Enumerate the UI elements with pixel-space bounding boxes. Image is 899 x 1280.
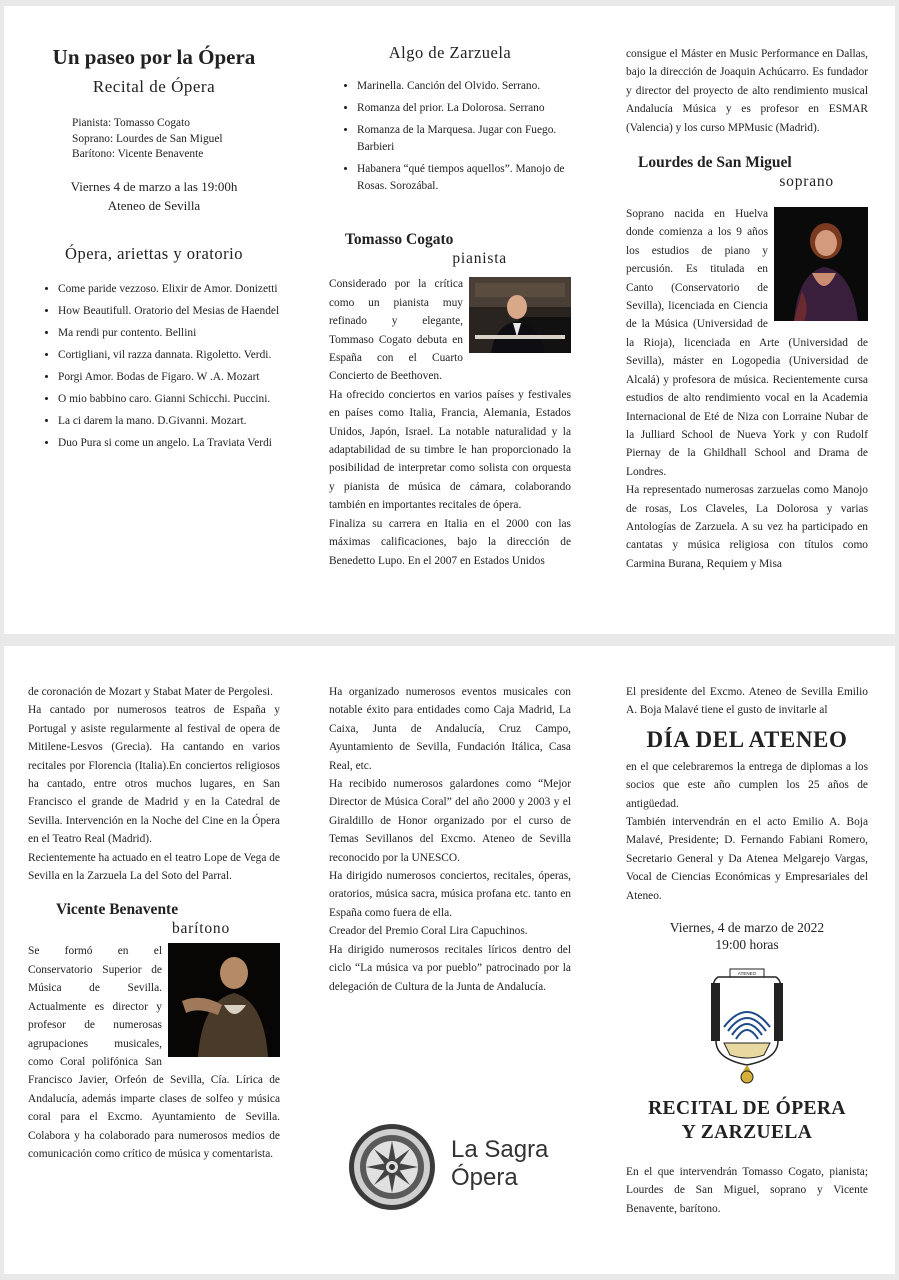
pianist-role: pianista [452,250,507,268]
recital-title-line-1: RECITAL DE ÓPERA [648,1098,846,1120]
list-item: • Come paride vezzoso. Elixir de Amor. Donizetti [58,281,280,298]
invitation-p1: en el que celebraremos la entrega de diplomas a los socios que este año cumplen los 25 años de antigüedad. [626,760,868,810]
page1-column-3 [626,6,868,573]
baritone-bio-p5: Creador del Premio Coral Lira Capuchinos. [329,925,528,938]
section-title-opera: Ópera, ariettas y oratorio [65,243,243,263]
la-sagra-opera-logo [347,1122,567,1214]
soprano-bio-continued-2: Ha cantado por numerosos teatros de España y Portugal y asiste regularmente al festival de opera de Mitilene-Lesvos (Grecia). Ha cantando en varios recitales por Florencia (Italia).En conciertos religiosos ha cantado, entre otros muchos lugares, en San Francisco el grande de Madrid y en la Catedral de Sevilla. Intervención en la Noche del Cine en la Ópera en el Teatro Real (Madrid). [28,704,280,846]
opera-program-list [28,281,280,452]
pianist-bio-p3: Finaliza su carrera en Italia en el 2000 con las máximas calificaciones, bajo la dirección de Benedetto Lupo. En el 2007 en Estados Unidos [329,517,571,567]
brochure-title: Un paseo por la Ópera [52,45,256,69]
pianist-bio-p2: Ha ofrecido conciertos en varios países y festivales en países como Italia, Francia, Alemania, Estados Unidos, Japón, Israel. La notable naturalidad y la adaptabilidad de su timbre le han proporcionado la posibilidad de interpretar como solista con orquesta y pianista de música de cámara, colaborando también en importantes recitales de ópera. [329,388,571,512]
page1-column-1 [28,6,280,457]
pianist-photo [469,277,571,353]
brochure-page-2 [4,646,895,1274]
baritone-bio [28,942,280,1163]
soprano-bio [626,205,868,573]
list-item: • Duo Pura si come un angelo. La Traviata Verdi [58,435,280,452]
credits-block [28,116,280,163]
pianist-bio-continued: consigue el Máster en Music Performance en Dallas, bajo la dirección de Joaquin Achúcarro. Es fundador y director del proyecto de alto rendimiento musical Andalucía Música y es profesor en ESMAR (Valencia) y los curso MPMusic (Madrid). [626,48,868,134]
soprano-bio-p2: Ha representado numerosas zarzuelas como Manojo de rosas, Los Claveles, La Dolorosa y varias Antologías de Zarzuela. A su vez ha participado en cantatas y música religiosa con títulos como Carmina Burana, Requiem y Misa [626,484,868,570]
soprano-role: soprano [779,173,834,191]
list-item: • O mio babbino caro. Gianni Schicchi. Puccini. [58,391,280,408]
baritone-role: barítono [171,920,230,938]
list-item: • La ci darem la mano. D.Givanni. Mozart. [58,413,280,430]
page2-column-3 [626,646,868,1218]
soprano-bio-continued-3: Recientemente ha actuado en el teatro Lope de Vega de Sevilla en la Zarzuela La del Soto del Parral. [28,851,280,883]
baritone-bio-p6: Ha dirigido numerosos recitales líricos dentro del ciclo “La música va por pueblo” patrocinado por la delegación de Cultura de la Junta de Andalucía. [329,943,571,993]
soprano-photo [774,207,868,321]
list-item: • Romanza del prior. La Dolorosa. Serrano [357,100,571,117]
page2-column-1 [28,646,280,1163]
soprano-name: Lourdes de San Miguel [638,154,792,172]
list-item: • Ma rendi pur contento. Bellini [58,325,280,342]
zarzuela-program-list [329,78,571,195]
list-item: • Marinella. Canción del Olvido. Serrano. [357,78,571,95]
soprano-bio-p1: Soprano nacida en Huelva donde comienza a los 9 años los estudios de piano y percusión. Es titulada en Canto (Conservatorio de Sevilla), licenciada en Ciencia de la Música (Universidad de la Rioja), licenciada en Arte (Universidad de Sevilla), máster en Logopedia (Universidad de Alcalá) y profesora de música. Recientemente cursa estudios de alto rendimiento vocal en la Academia Internacional de Eté de Niza con Lorraine Nubar de la Julliard School de Nueva York y con Rudolf Piernay de la Ghildhall School and Drama de Londres. [626,208,868,478]
pianist-bio-intro: Considerado por la crítica como un pianista muy refinado y elegante, Tommaso Cogato debuta en España con el Cuarto Concierto de Beethoven. [329,278,463,383]
list-item: • Cortigliani, vil razza dannata. Rigoletto. Verdi. [58,347,280,364]
crest-label: ATENEO [737,971,757,977]
baritone-photo [168,943,280,1057]
list-item: • Habanera “qué tiempos aquellos”. Manojo de Rosas. Sorozábal. [357,161,571,195]
credit-soprano: Soprano: Lourdes de San Miguel [72,132,223,145]
event-date [28,177,280,215]
invitation-p2: También intervendrán en el acto Emilio A. Boja Malavé, Presidente; D. Fernando Fabiani Romero, Secretario General y Da Atenea Melgarejo Vargas, Vocal de Ciencias Económicas y Empresariales del Ateneo. [626,816,868,902]
baritone-bio-p1: Se formó en el Conservatorio Superior de Música de Sevilla. Actualmente es director y profesor de numerosas agrupaciones musicales, como Coral polifónica San Francisco Javier, Orfeón de Sevilla, Cía. Lírica de Andalucía, además imparte clases de solfeo y música coral para el Excmo. Ayuntamiento de Sevilla. Colabora y ha colaborado para numerosos medios de comunicación como crítico de música y comentarista. [28,945,280,1160]
la-sagra-opera-wordmark [451,1136,548,1192]
credit-pianist: Pianista: Tomasso Cogato [72,117,190,130]
logo-line-2: Ópera [451,1164,518,1191]
rosette-icon [347,1122,437,1212]
ateneo-crest-icon [708,967,786,1085]
pianist-name: Tomasso Cogato [345,231,454,249]
dia-del-ateneo-headline: DÍA DEL ATENEO [646,726,848,752]
page2-column-2 [329,646,571,1191]
invitation-time-line: 19:00 horas [715,937,779,953]
event-date-line: Viernes 4 de marzo a las 19:00h [70,178,238,194]
invitation-date-line: Viernes, 4 de marzo de 2022 [669,920,825,936]
recital-title-line-2: Y ZARZUELA [681,1122,813,1144]
ateneo-crest [708,967,786,1085]
section-title-zarzuela: Algo de Zarzuela [388,43,512,62]
list-item: • How Beautifull. Oratorio del Mesias de Haendel [58,303,280,320]
pianist-bio [329,275,571,570]
baritone-bio-p2: Ha organizado numerosos eventos musicales con notable éxito para entidades como Caja Madrid, La Caixa, Junta de Andalucía, Cruz Campo, Ayuntamiento de Sevilla, Fundación Itálica, Casa Real, etc. [329,686,571,772]
credit-baritone: Barítono: Vicente Benavente [72,148,204,161]
invitation-intro: El presidente del Excmo. Ateneo de Sevilla Emilio A. Boja Malavé tiene el gusto de invitarle al [626,686,868,717]
list-item: • Romanza de la Marquesa. Jugar con Fuego. Barbieri [357,122,571,156]
event-venue-line: Ateneo de Sevilla [107,197,201,213]
baritone-bio-p3: Ha recibido numerosos galardones como “Mejor Director de Música Coral” del año 2000 y 2003 y el Giraldillo de Honor organizado por el curso de Temas Sevillanos del Excmo. Ateneo de Sevilla reconocido por la UNESCO. [329,778,571,864]
recital-title [626,1097,868,1145]
baritone-name: Vicente Benavente [56,901,179,919]
baritone-bio-p4: Ha dirigido numerosos conciertos, recitales, óperas, oratorios, música sacra, música profana etc. tanto en España como fuera de ella. [329,870,571,919]
logo-line-1: La Sagra [451,1136,549,1163]
list-item: • Porgi Amor. Bodas de Figaro. W .A. Mozart [58,369,280,386]
page1-column-2 [329,6,571,570]
brochure-page-1 [4,6,895,634]
invitation-closing: En el que intervendrán Tomasso Cogato, pianista; Lourdes de San Miguel, soprano y Vicente Benavente, barítono. [626,1166,868,1215]
invitation-date [626,919,868,953]
soprano-bio-continued-1: de coronación de Mozart y Stabat Mater de Pergolesi. [28,686,273,698]
brochure-subtitle: Recital de Ópera [92,77,216,96]
